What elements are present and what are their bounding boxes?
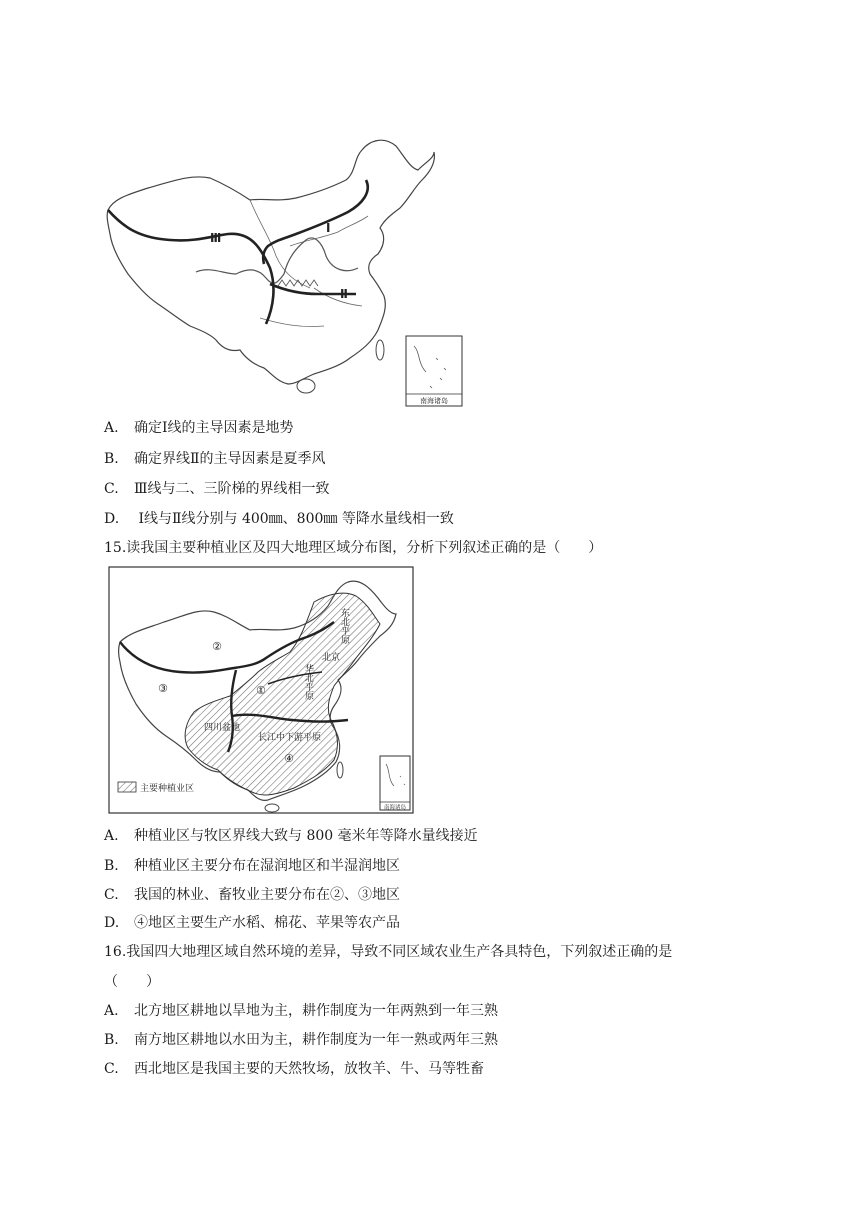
q14-option-a: A. 确定Ⅰ线的主导因素是地势 (104, 420, 294, 436)
hainan-island (297, 379, 315, 393)
label-line-iii: Ⅲ (210, 231, 222, 245)
legend-label: 主要种植业区 (140, 784, 195, 794)
q16-stem-line2: （ ） (104, 974, 160, 990)
q14-option-c: C. Ⅲ线与二、三阶梯的界线相一致 (104, 481, 330, 497)
label-line-ii: Ⅱ (340, 287, 348, 301)
china-planting-regions-map (108, 566, 414, 814)
china-outline (107, 140, 434, 384)
q16-option-b: B. 南方地区耕地以水田为主，耕作制度为一年一熟或两年三熟 (104, 1032, 498, 1048)
label-northeast-plain: 东北平原 (339, 608, 349, 644)
taiwan-island (376, 340, 384, 360)
q14-option-b: B. 确定界线Ⅱ的主导因素是夏季风 (104, 451, 326, 467)
label-beijing: 北京 (322, 653, 341, 663)
region-4-label: ④ (284, 752, 294, 765)
region-3-label: ③ (158, 682, 168, 695)
q15-option-a: A. 种植业区与牧区界线大致与 800 毫米年等降水量线接近 (104, 828, 478, 844)
label-yangtze-plain: 长江中下游平原 (258, 733, 322, 743)
region-1-label: ① (256, 684, 266, 697)
label-sichuan-basin: 四川盆地 (204, 723, 241, 733)
q15-option-c: C. 我国的林业、畜牧业主要分布在②、③地区 (104, 887, 400, 903)
q16-option-a: A. 北方地区耕地以旱地为主，耕作制度为一年两熟到一年三熟 (104, 1003, 498, 1019)
inset-label: 南海诸岛 (420, 397, 448, 405)
label-line-i: Ⅰ (326, 221, 331, 235)
label-north-china-plain: 华北平原 (303, 664, 313, 700)
q14-option-d: D. Ⅰ线与Ⅱ线分别与 400㎜、800㎜ 等降水量线相一致 (104, 511, 454, 527)
inset-label-2: 南海诸岛 (383, 805, 407, 811)
line-iii (108, 210, 273, 324)
legend-swatch (118, 782, 136, 792)
china-boundary-lines-map (100, 128, 472, 408)
q15-option-b: B. 种植业区主要分布在湿润地区和半湿润地区 (104, 858, 400, 874)
q15-option-d: D. ④地区主要生产水稻、棉花、苹果等农产品 (104, 915, 400, 931)
q15-stem: 15.读我国主要种植业区及四大地理区域分布图，分析下列叙述正确的是（ ） (104, 540, 603, 556)
q16-stem-line1: 16.我国四大地理区域自然环境的差异，导致不同区域农业生产各具特色，下列叙述正确的是 (104, 944, 673, 960)
region-2-label: ② (212, 640, 222, 653)
q16-option-c: C. 西北地区是我国主要的天然牧场，放牧羊、牛、马等牲畜 (104, 1061, 484, 1077)
